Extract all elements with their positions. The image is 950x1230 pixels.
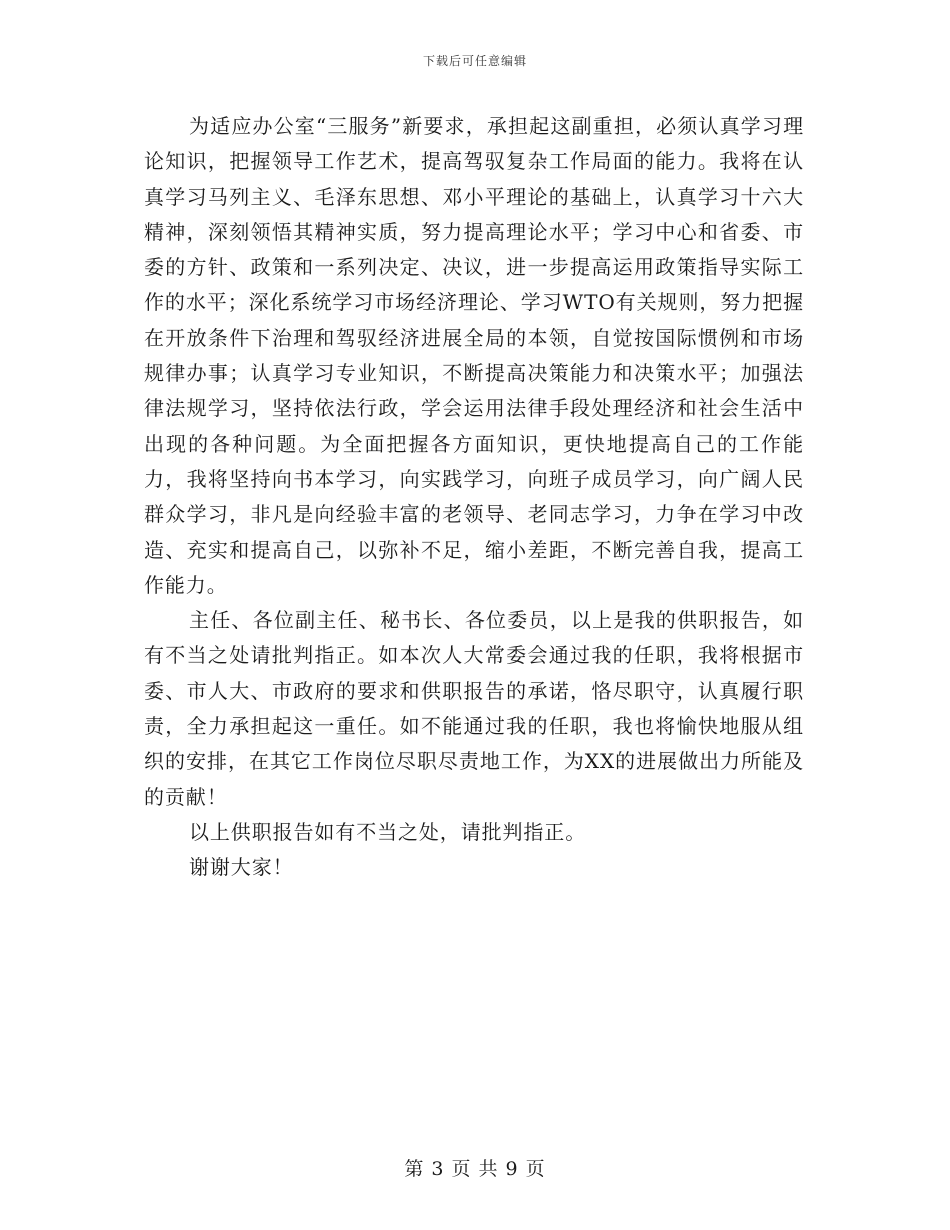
body-paragraph: 以上供职报告如有不当之处，请批判指正。 bbox=[189, 819, 587, 844]
page-number-footer: 第 3 页 共 9 页 bbox=[404, 1158, 546, 1180]
document-body bbox=[144, 109, 804, 886]
page-header: 下载后可任意编辑 bbox=[422, 54, 527, 68]
body-paragraph: 谢谢大家！ bbox=[189, 855, 294, 880]
body-paragraph: 为适应办公室“三服务”新要求，承担起这副重担，必须认真学习理论知识，把握领导工作艺术，提高驾驭复杂工作局面的能力。我将在认真学习马列主义、毛泽东思想、邓小平理论的基础上，认真学习十六大精神，深刻领悟其精神实质，努力提高理论水平；学习中心和省委、市委的方针、政策和一系列决定、决议，进一步提高运用政策指导实际工作的水平；深化系统学习市场经济理论、学习WTO有关规则，努力把握在开放条件下治理和驾驭经济进展全局的本领，自觉按国际惯例和市场规律办事；认真学习专业知识，不断提高决策能力和决策水平；加强法律法规学习，坚持依法行政，学会运用法律手段处理经济和社会生活中出现的各种问题。为全面把握各方面知识，更快地提高自己的工作能力，我将坚持向书本学习，向实践学习，向班子成员学习，向广阔人民群众学习，非凡是向经验丰富的老领导、老同志学习，力争在学习中改造、充实和提高自己，以弥补不足，缩小差距，不断完善自我，提高工作能力。 bbox=[144, 114, 804, 597]
body-paragraph: 主任、各位副主任、秘书长、各位委员，以上是我的供职报告，如有不当之处请批判指正。如本次人大常委会通过我的任职，我将根据市委、市人大、市政府的要求和供职报告的承诺，恪尽职守，认真履行职责，全力承担起这一重任。如不能通过我的任职，我也将愉快地服从组织的安排，在其它工作岗位尽职尽责地工作，为XX的进展做出力所能及的贡献！ bbox=[144, 608, 804, 809]
